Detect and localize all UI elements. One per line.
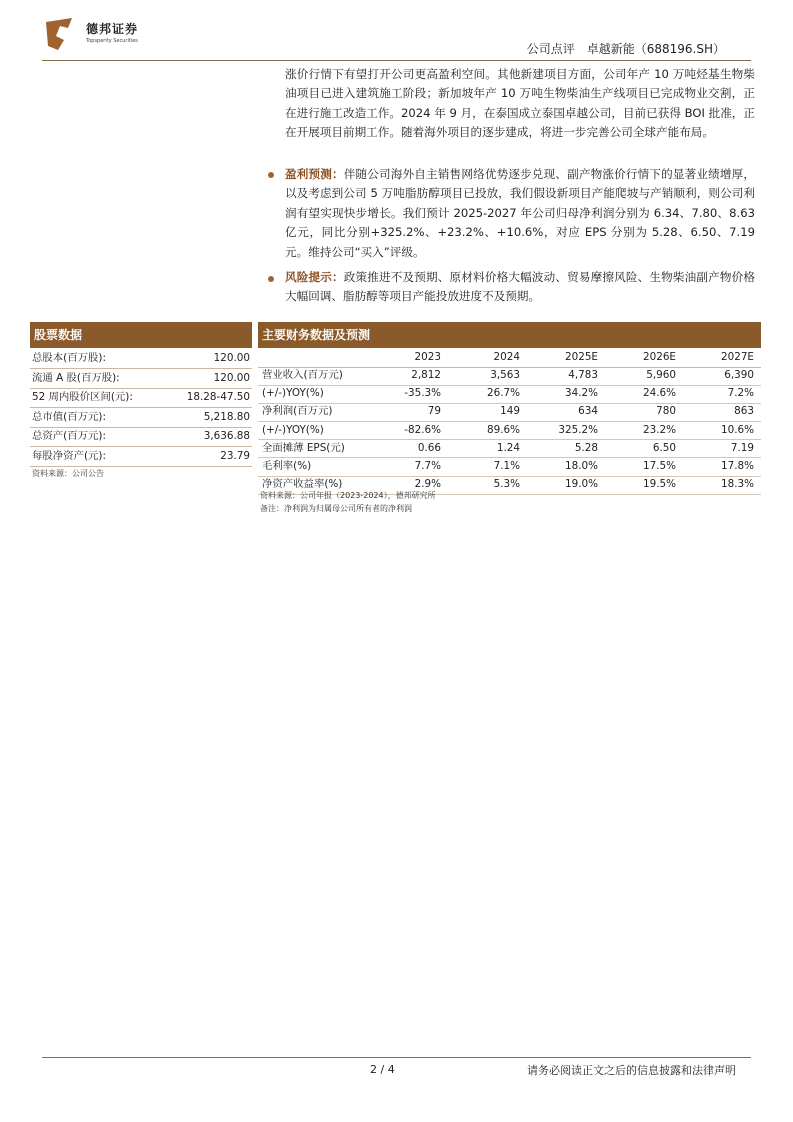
logo-text-en: Topsperity Securities (86, 38, 138, 44)
financial-row (258, 422, 761, 441)
financial-row (258, 440, 761, 459)
stock-data-value: 23.79 (220, 450, 250, 462)
stock-data-label: 每股净资产(元): (32, 450, 106, 462)
financial-cell: 19.5% (642, 478, 676, 491)
risk-text: 政策推进不及预期、原材料价格大幅波动、贸易摩擦风险、生物柴油副产物价格大幅回调、脂肪醇等项目产能投放进度不及预期。 (285, 270, 755, 304)
stock-data-row (30, 427, 252, 447)
header-divider (42, 60, 751, 61)
stock-data-header (30, 322, 252, 348)
risk-label: 风险提示： (285, 270, 344, 284)
stock-data-value: 120.00 (213, 352, 250, 364)
stock-data-label: 流通 A 股(百万股): (32, 371, 120, 384)
financial-cell: 19.0% (564, 478, 598, 491)
stock-data-row (30, 349, 252, 369)
financial-row (258, 458, 761, 477)
financial-cell: 780 (656, 405, 676, 418)
financial-cell: 2.9% (414, 478, 441, 491)
year-header: 2024 (493, 351, 520, 363)
financial-row-label: (+/-)YOY(%) (262, 387, 324, 400)
year-header: 2027E (720, 351, 754, 363)
stock-data-row (30, 388, 252, 408)
financial-cell: 23.2% (642, 423, 676, 436)
financial-cell: 7.19 (730, 441, 754, 454)
year-header: 2023 (414, 351, 441, 363)
financial-note: 备注：净利润为归属母公司所有者的净利润 (260, 504, 412, 513)
financial-row-label: (+/-)YOY(%) (262, 423, 324, 436)
financial-row (258, 385, 761, 404)
financial-cell: 1.24 (496, 441, 520, 454)
financial-row-label: 净资产收益率(%) (262, 478, 343, 491)
forecast-paragraph (285, 165, 755, 262)
financial-cell: 863 (734, 405, 754, 418)
risk-paragraph (285, 268, 755, 307)
year-header: 2026E (642, 351, 676, 363)
stock-data-label: 总股本(百万股): (32, 352, 106, 364)
financial-cell: 5.28 (574, 441, 598, 454)
financial-row (258, 367, 761, 386)
financial-cell: 6.50 (652, 441, 676, 454)
financial-cell: 2,812 (411, 369, 441, 381)
financial-cell: -82.6% (404, 423, 441, 436)
financial-cell: 17.8% (720, 460, 754, 472)
financial-cell: 7.2% (727, 387, 754, 400)
stock-data-value: 18.28-47.50 (186, 391, 250, 404)
financial-cell: 7.1% (493, 460, 520, 472)
financial-source: 资料来源：公司年报（2023-2024），德邦研究所 (260, 491, 436, 500)
intro-paragraph: 涨价行情下有望打开公司更高盈利空间。其他新建项目方面，公司年产 10 万吨烃基生物柴油项目已进入建筑施工阶段；新加坡年产 10 万吨生物柴油生产线项目已完成物业交割，正在进行施工改造工作。2024 年 9 月，在泰国成立泰国卓越公司，目前已获得 BOI 批准，正在开展项目前期工作。随着海外项目的逐步建成，将进一步完善公司全球产能布局。 (285, 67, 755, 140)
stock-data-source: 资料来源：公司公告 (32, 469, 104, 478)
financial-cell: 0.66 (417, 441, 441, 454)
stock-data-label: 总资产(百万元): (32, 430, 106, 443)
financial-row-label: 营业收入(百万元) (262, 369, 343, 381)
stock-data-value: 3,636.88 (203, 430, 250, 443)
financial-cell: -35.3% (404, 387, 441, 400)
financial-year-header (258, 348, 761, 368)
financial-cell: 634 (578, 405, 598, 418)
financial-cell: 149 (500, 405, 520, 418)
stock-data-row (30, 447, 252, 467)
year-header: 2025E (564, 351, 598, 363)
financial-row-label: 净利润(百万元) (262, 405, 333, 418)
report-title: 公司点评 卓越新能（688196.SH） (526, 42, 725, 56)
logo-mark-icon (42, 16, 78, 52)
stock-data-value: 120.00 (213, 371, 250, 384)
financial-cell: 79 (427, 405, 441, 418)
stock-data-label: 52 周内股价区间(元): (32, 391, 133, 404)
stock-data-row (30, 369, 252, 389)
financial-cell: 4,783 (568, 369, 598, 381)
financial-data-header (258, 322, 761, 348)
financial-cell: 18.0% (564, 460, 598, 472)
financial-cell: 5,960 (646, 369, 676, 381)
company-logo (42, 16, 152, 56)
financial-cell: 7.7% (414, 460, 441, 472)
financial-row-label: 毛利率(%) (262, 460, 312, 472)
financial-cell: 89.6% (486, 423, 520, 436)
financial-cell: 10.6% (720, 423, 754, 436)
financial-cell: 26.7% (486, 387, 520, 400)
logo-text-cn: 德邦证券 (86, 22, 139, 36)
financial-cell: 3,563 (490, 369, 520, 381)
bullet-icon (268, 276, 274, 282)
financial-cell: 325.2% (558, 423, 598, 436)
stock-data-value: 5,218.80 (203, 410, 250, 423)
financial-cell: 34.2% (564, 387, 598, 400)
stock-data-title: 股票数据 (34, 328, 83, 342)
financial-cell: 18.3% (720, 478, 754, 491)
financial-row-label: 全面摊薄 EPS(元) (262, 441, 345, 454)
financial-cell: 17.5% (642, 460, 676, 472)
page-number: 2 / 4 (370, 1063, 395, 1076)
bullet-icon (268, 172, 274, 178)
financial-cell: 6,390 (724, 369, 754, 381)
financial-data-title: 主要财务数据及预测 (262, 328, 371, 342)
stock-data-row (30, 408, 252, 428)
stock-data-label: 总市值(百万元): (32, 410, 106, 423)
financial-row (258, 403, 761, 422)
forecast-label: 盈利预测： (285, 167, 344, 181)
financial-cell: 5.3% (493, 478, 520, 491)
footer-divider (42, 1057, 751, 1058)
financial-cell: 24.6% (642, 387, 676, 400)
forecast-text: 伴随公司海外自主销售网络优势逐步兑现、副产物涨价行情下的显著业绩增厚，以及考虑到公司 5 万吨脂肪醇项目已投放，我们假设新项目产能爬坡与产销顺利，则公司利润有望实现快步增长。我们预计 2025-2027 年公司归母净利润分别为 6.34、7.80、8.63 亿元，同比分别+325.2%、+23.2%、+10.6%，对应 EPS 分别为 5.28、6.50、7.19 元。维持公司“买入”评级。 (285, 167, 755, 259)
legal-disclaimer: 请务必阅读正文之后的信息披露和法律声明 (527, 1064, 736, 1077)
